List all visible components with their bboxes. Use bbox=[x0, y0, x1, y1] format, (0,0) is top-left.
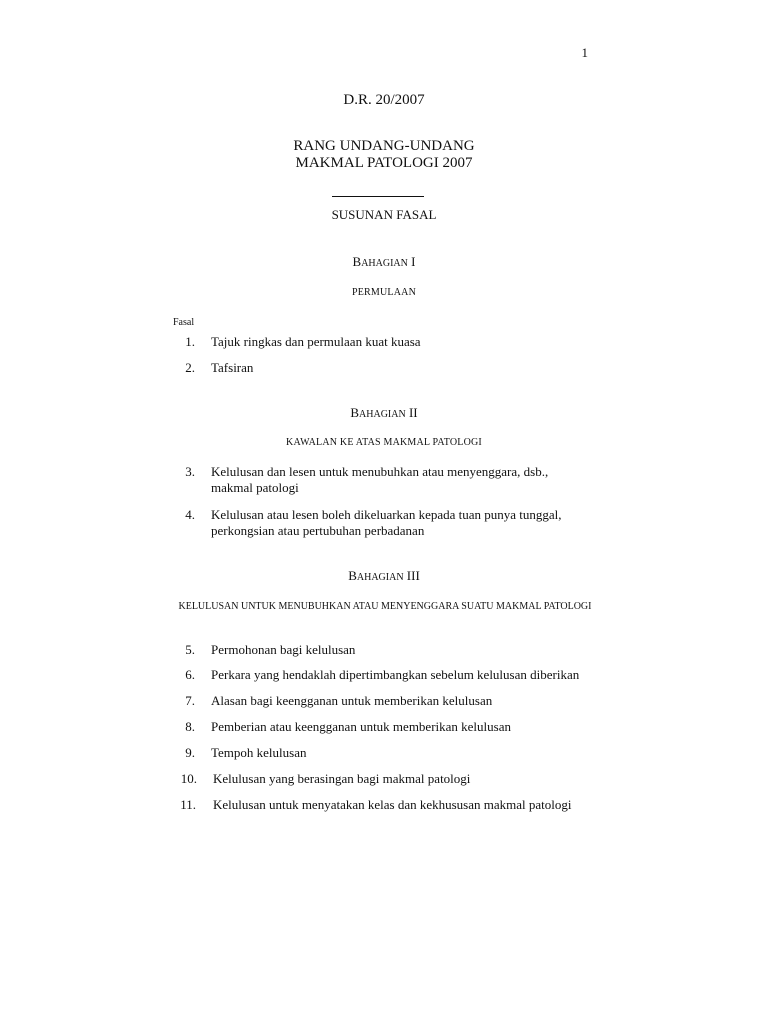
item-number: 9. bbox=[185, 745, 195, 760]
part-2-heading: KAWALAN KE ATAS MAKMAL PATOLOGI bbox=[286, 437, 482, 448]
item-number: 11. bbox=[180, 797, 196, 812]
arrangement-subtitle: SUSUNAN FASAL bbox=[331, 207, 437, 222]
bill-title bbox=[0, 138, 768, 172]
part-3-label bbox=[0, 568, 768, 584]
item-text: Perkara yang hendaklah dipertimbangkan sebelum kelulusan diberikan bbox=[211, 667, 580, 682]
document-code: D.R. 20/2007 bbox=[343, 92, 425, 108]
item-number: 2. bbox=[185, 360, 195, 375]
part-label-rest: AHAGIAN bbox=[356, 572, 404, 583]
item-number: 6. bbox=[185, 667, 195, 682]
item-number: 10. bbox=[180, 771, 197, 786]
item-number: 3. bbox=[185, 464, 195, 479]
bill-title-line-2: MAKMAL PATOLOGI 2007 bbox=[295, 155, 473, 171]
part-2-label bbox=[0, 405, 768, 421]
item-number: 5. bbox=[185, 642, 195, 657]
item-text: Alasan bagi keengganan untuk memberikan kelulusan bbox=[211, 693, 493, 708]
part-3-heading: KELULUSAN UNTUK MENUBUHKAN ATAU MENYENGGARA SUATU MAKMAL PATOLOGI bbox=[178, 601, 592, 612]
part-label-rest: AHAGIAN bbox=[361, 258, 408, 269]
item-text: Kelulusan yang berasingan bagi makmal patologi bbox=[213, 771, 471, 786]
item-number: 8. bbox=[185, 719, 195, 734]
item-number: 1. bbox=[185, 334, 195, 349]
part-label-initial: B bbox=[350, 405, 360, 420]
part-label-initial: B bbox=[348, 568, 357, 583]
fasal-label: Fasal bbox=[173, 317, 195, 328]
item-number: 4. bbox=[185, 507, 195, 522]
part-1-label bbox=[0, 254, 768, 270]
title-divider bbox=[332, 196, 424, 197]
part-label-initial: B bbox=[352, 254, 362, 269]
item-text: Kelulusan dan lesen untuk menubuhkan atau menyenggara, dsb., makmal patologi bbox=[211, 464, 549, 495]
item-text: Kelulusan untuk menyatakan kelas dan kekhususan makmal patologi bbox=[213, 797, 572, 812]
part-numeral: III bbox=[406, 568, 420, 583]
item-number: 7. bbox=[185, 693, 195, 708]
page-number: 1 bbox=[581, 45, 588, 60]
part-1-heading: PERMULAAN bbox=[351, 287, 417, 298]
item-text: Tajuk ringkas dan permulaan kuat kuasa bbox=[211, 334, 421, 349]
item-text: Permohonan bagi kelulusan bbox=[211, 642, 356, 657]
item-text: Tempoh kelulusan bbox=[211, 745, 307, 760]
part-numeral: II bbox=[408, 405, 418, 420]
item-text: Pemberian atau keengganan untuk memberikan kelulusan bbox=[211, 719, 511, 734]
item-text: Kelulusan atau lesen boleh dikeluarkan kepada tuan punya tunggal, perkongsian atau pertubuhan perbadanan bbox=[211, 507, 562, 538]
bill-title-line-1: RANG UNDANG-UNDANG bbox=[293, 138, 475, 154]
part-label-rest: AHAGIAN bbox=[359, 409, 406, 420]
item-text: Tafsiran bbox=[211, 360, 254, 375]
part-numeral: I bbox=[411, 254, 416, 269]
